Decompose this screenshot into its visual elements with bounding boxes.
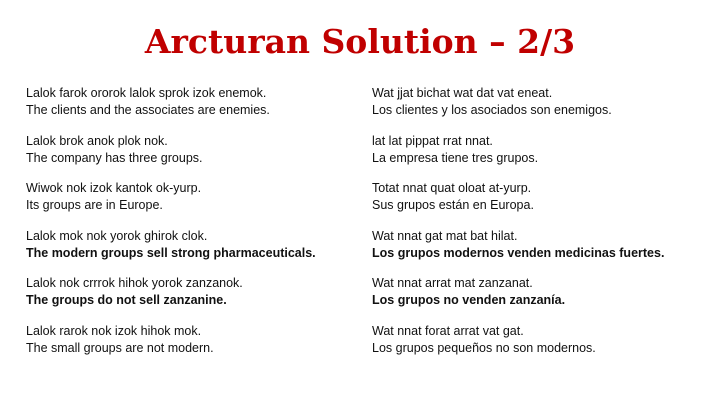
spanish-translation: Los grupos modernos venden medicinas fuertes. [372, 245, 665, 260]
alien-sentence: Lalok brok anok plok nok. [26, 133, 168, 148]
alien-sentence: Lalok rarok nok izok hihok mok. [26, 323, 202, 338]
alien-sentence: Lalok nok crrrok hihok yorok zanzanok. [26, 276, 243, 290]
english-translation: Its groups are in Europe. [26, 198, 163, 212]
alien-sentence: Lalok farok ororok lalok sprok izok enemok. [26, 86, 267, 100]
spanish-translation: Los clientes y los asociados son enemigos. [372, 103, 612, 117]
english-translation: The company has three groups. [26, 150, 203, 165]
sentence-pair [372, 323, 712, 371]
sentence-pair [26, 133, 356, 181]
english-translation: The clients and the associates are enemies. [26, 103, 270, 117]
spanish-translation: Sus grupos están en Europa. [372, 198, 534, 212]
english-translation: The groups do not sell zanzanine. [26, 293, 227, 307]
sentence-pair [26, 275, 356, 323]
sentence-pair [372, 228, 712, 276]
sentence-pair [372, 133, 712, 181]
alien-sentence: Totat nnat quat oloat at-yurp. [372, 181, 532, 195]
alien-sentence: Wat nnat forat arrat vat gat. [372, 323, 524, 338]
alien-sentence: Wiwok nok izok kantok ok-yurp. [26, 181, 202, 195]
sentence-pair [26, 228, 356, 276]
right-column [372, 85, 712, 370]
spanish-translation: La empresa tiene tres grupos. [372, 150, 539, 165]
alien-sentence: Lalok mok nok yorok ghirok clok. [26, 228, 208, 243]
alien-sentence: Wat jjat bichat wat dat vat eneat. [372, 86, 553, 100]
sentence-pair [372, 180, 712, 228]
spanish-translation: Los grupos pequeños no son modernos. [372, 340, 596, 355]
left-column [26, 85, 356, 370]
spanish-translation: Los grupos no venden zanzanía. [372, 293, 566, 307]
sentence-pair [26, 180, 356, 228]
english-translation: The small groups are not modern. [26, 340, 214, 355]
alien-sentence: Wat nnat gat mat bat hilat. [372, 228, 518, 243]
sentence-pair [372, 275, 712, 323]
english-translation: The modern groups sell strong pharmaceuticals. [26, 245, 316, 260]
sentence-pair [372, 85, 712, 133]
alien-sentence: Wat nnat arrat mat zanzanat. [372, 276, 533, 290]
alien-sentence: lat lat pippat rrat nnat. [372, 133, 493, 148]
slide-title: Arcturan Solution – 2/3 [144, 22, 576, 61]
sentence-pair [26, 85, 356, 133]
sentence-pair [26, 323, 356, 371]
